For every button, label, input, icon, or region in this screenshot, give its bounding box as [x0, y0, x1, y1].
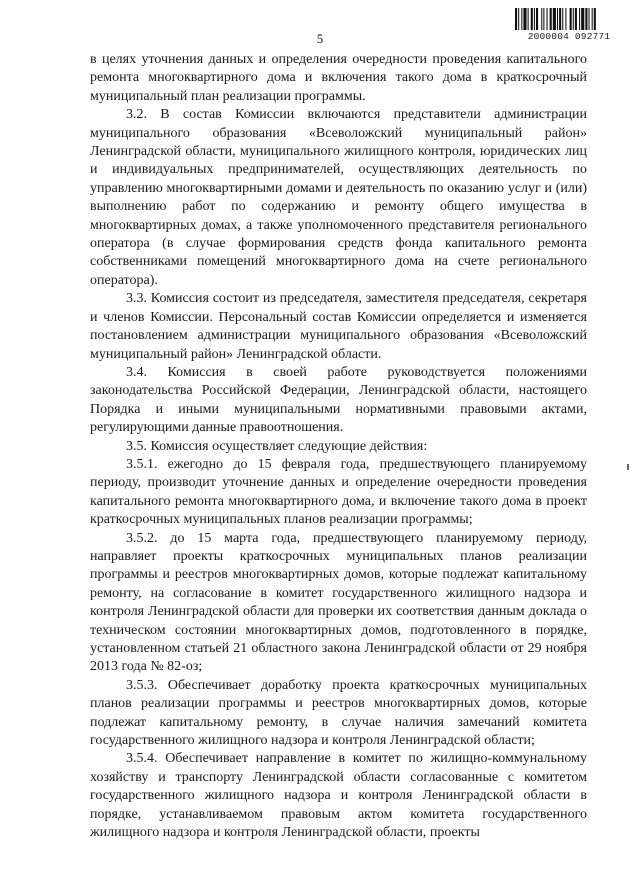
paragraph-3-5-3: 3.5.3. Обеспечивает доработку проекта краткосрочных муниципальных планов реализации программы и реестров многоквартирных домов, которые подлежат капитальному ремонту, в случае наличия замечаний комитета государственного жилищного надзора и контроля Ленинградской области;: [90, 677, 587, 749]
barcode-number: 2000004 092771: [527, 31, 611, 42]
paragraph-3-1-continuation: в целях уточнения данных и определения очередности проведения капитального ремонта многоквартирного дома и включения такого дома в краткосрочный муниципальный план реализации программы.: [90, 52, 587, 104]
paragraph-3-5-1: 3.5.1. ежегодно до 15 февраля года, предшествующего планируемому периоду, производит уточнение данных и определение очередности проведения капитального ремонта многоквартирного дома, и включение такого дома в проект краткосрочных муниципальных планов реализации программы;: [90, 456, 587, 528]
barcode: [515, 8, 623, 42]
paragraph-3-3: 3.3. Комиссия состоит из председателя, заместителя председателя, секретаря и членов Комиссии. Персональный состав Комиссии определяется и изменяется постановлением администрации муниципального образования «Всеволожский муниципальный район» Ленинградской области.: [90, 291, 587, 362]
paragraph-3-5-4: 3.5.4. Обеспечивает направление в комитет по жилищно-коммунальному хозяйству и транспорту Ленинградской области согласованные с комитетом государственного жилищного надзора и контроля Ленинградской области в порядке, устанавливаемом правовым актом комитета государственного жилищного надзора и контроля Ленинградской области, проекты: [90, 751, 587, 841]
paragraph-3-4: 3.4. Комиссия в своей работе руководствуется положениями законодательства Российской Федерации, Ленинградской области, настоящего Порядка и иными муниципальными нормативными правовыми актами, регулирующими данные правоотношения.: [90, 364, 587, 436]
paragraph-3-5-2: 3.5.2. до 15 марта года, предшествующего планируемому периоду, направляет проекты краткосрочных муниципальных планов реализации программы и реестров многоквартирных домов, которые подлежат капитальному ремонту, на согласование в комитет государственного жилищного надзора и контроля Ленинградской области для проверки их соответствия данным доклада о техническом состоянии многоквартирных домов, подготовленного в порядке, установленном статьей 21 областного закона Ленинградской области от 29 ноября 2013 года № 82-оз;: [90, 530, 587, 675]
barcode-icon: [515, 8, 623, 30]
document-body: [90, 51, 587, 842]
scan-mark: [627, 464, 629, 470]
paragraph-3-5: 3.5. Комиссия осуществляет следующие действия:: [126, 438, 428, 454]
page-number: 5: [316, 31, 324, 46]
paragraph-3-2: 3.2. В состав Комиссии включаются представители администрации муниципального образования «Всеволожский муниципальный район» Ленинградской области, муниципального жилищного контроля, юридических лиц и индивидуальных предпринимателей, осуществляющих деятельность по управлению многоквартирными домами и деятельность по оказанию услуг и (или) выполнению работ по содержанию и ремонту общего имущества в многоквартирных домах, а также уполномоченного представителя регионального оператора (в случае формирования средств фонда капитального ремонта собственниками помещений многоквартирного дома на счете регионального оператора).: [90, 107, 587, 288]
